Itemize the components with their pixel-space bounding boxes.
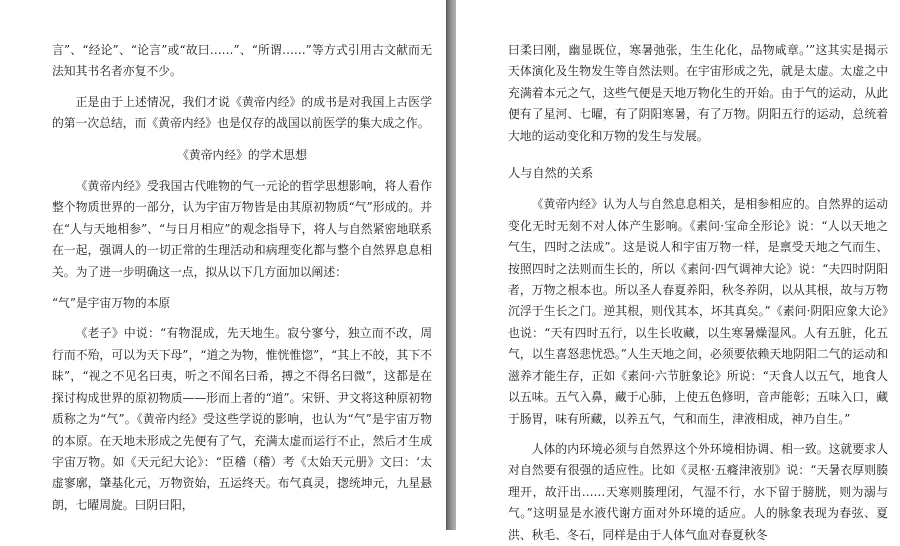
right-page: [456, 0, 900, 542]
page-gutter: [446, 0, 456, 530]
paragraph: 《老子》中说：“有物混成，先天地生。寂兮寥兮，独立而不改，周行而不殆，可以为天下母”，“道之为物，惟恍惟惚”，“其上不皎，其下不昧”，“视之不见名曰夷，听之不闻名曰希，搏之不得名曰微”，这都是在探讨构成世界的原初物质——形而上者的“道”。宋钘、尹文将这种原初物质称之为“气”。《黄帝内经》受这些学说的影响，也认为“气”是宇宙万物的本原。在天地未形成之先便有了气，充满太虚而运行不止，然后才生成宇宙万物。如《天元纪大论》：“臣稽（稽）考《太始天元册》文曰：‘太虚寥廓，肇基化元，万物资始，五运终天。布气真灵，揔统坤元，九星悬朗，七曜周旋。曰阴曰阳，: [52, 326, 432, 512]
paragraph: 正是由于上述情况，我们才说《黄帝内经》的成书是对我国上古医学的第一次总结，而《黄帝内经》也是仅存的战国以前医学的集大成之作。: [52, 94, 432, 131]
paragraph: 人体的内环境必须与自然界这个外环境相协调、相一致。这就要求人对自然要有很强的适应性。比如《灵枢·五癃津液别》说：“天暑衣厚则腠理开，故汗出……天寒则腠理闭，气湿不行，水下留于膀胱，则为溺与气。”这明显是水液代谢方面对外环境的适应。人的脉象表现为春弦、夏洪、秋毛、冬石，同样是由于人体气血对春夏秋冬: [508, 441, 888, 542]
paragraph: 《黄帝内经》认为人与自然息息相关，是相参相应的。自然界的运动变化无时无刻不对人体产生影响。《素问·宝命全形论》说：“人以天地之气生，四时之法成”。这是说人和宇宙万物一样，是禀受天地之气而生、按照四时之法则而生长的，所以《素问·四气调神大论》说：“夫四时阴阳者，万物之根本也。所以圣人春夏养阳，秋冬养阴，以从其根，故与万物沉浮于生长之门。逆其根，则伐其本，坏其真矣。”《素问·阴阳应象大论》也说：“天有四时五行，以生长收藏，以生寒暑燥湿风。人有五脏，化五气，以生喜怒悲忧恐。”人生天地之间，必须要依赖天地阴阳二气的运动和滋养才能生存，正如《素问·六节脏象论》所说：“天食人以五气，地食人以五味。五气入鼻，藏于心肺，上使五色修明，音声能彰；五味入口，藏于肠胃，味有所藏，以养五气，气和而生，津液相成，神乃自生。”: [508, 197, 888, 426]
paragraph: 《黄帝内经》受我国古代唯物的气一元论的哲学思想影响，将人看作整个物质世界的一部分，认为宇宙万物皆是由其原初物质“气”形成的。并在“人与天地相参”、“与日月相应”的观念指导下，将人与自然紧密地联系在一起，强调人的一切正常的生理活动和病理变化都与整个自然界息息相关。为了进一步明确这一点，拟从以下几方面加以阐述：: [52, 179, 432, 279]
subsection-heading: “气”是宇宙万物的本原: [52, 296, 171, 311]
left-page: [0, 0, 446, 530]
section-heading: 人与自然的关系: [508, 166, 594, 181]
paragraph: 言”、“经论”、“论言”或“故曰……”、“所谓……”等方式引用古文献而无法知其书名者亦复不少。: [52, 43, 432, 79]
paragraph: 曰柔曰刚，幽显既位，寒暑弛张，生生化化，品物咸章。’”这其实是揭示天体演化及生物发生等自然法则。在宇宙形成之先，就是太虚。太虚之中充满着本元之气，这些气便是天地万物化生的开始。由于气的运动，从此便有了星河、七曜，有了阴阳寒暑，有了万物。阴阳五行的运动，总统着大地的运动变化和万物的发生与发展。: [508, 43, 888, 143]
section-heading: 《黄帝内经》的学术思想: [177, 147, 307, 162]
